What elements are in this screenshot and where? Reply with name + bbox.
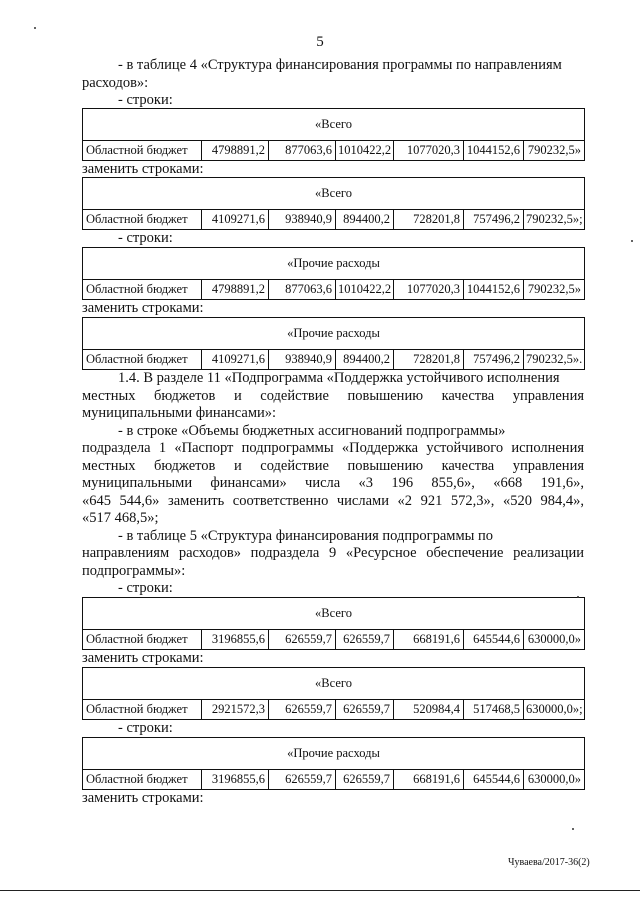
table-header-row — [83, 738, 585, 770]
value-cell: 894400,2 — [336, 350, 394, 370]
footer-code: Чуваева/2017-36(2) — [508, 857, 590, 868]
budget-table — [82, 737, 585, 790]
table-header-row — [83, 318, 585, 350]
table-header-row — [83, 598, 585, 630]
row-label-cell: Областной бюджет — [83, 700, 202, 720]
row-label-cell: Областной бюджет — [83, 141, 202, 161]
intro-line: - в таблице 4 «Структура финансирования программы по направлениям — [118, 57, 562, 73]
table-row — [83, 770, 585, 790]
table-header-row — [83, 178, 585, 210]
value-cell: 938940,9 — [269, 210, 336, 230]
value-cell: 630000,0»; — [524, 700, 585, 720]
value-cell: 757496,2 — [464, 210, 524, 230]
value-cell: 630000,0» — [524, 770, 585, 790]
value-cell: 728201,8 — [394, 210, 464, 230]
table-row — [83, 280, 585, 300]
value-cell: 2921572,3 — [202, 700, 269, 720]
section-line: подпрограммы»: — [82, 563, 186, 579]
section-line: - в строке «Объемы бюджетных ассигнований подпрограммы» — [118, 423, 506, 439]
value-cell: 790232,5»; — [524, 210, 585, 230]
budget-table — [82, 597, 585, 650]
budget-table — [82, 247, 585, 300]
value-cell: 520984,4 — [394, 700, 464, 720]
value-cell: 1044152,6 — [464, 280, 524, 300]
value-cell: 668191,6 — [394, 770, 464, 790]
table-header-row — [83, 248, 585, 280]
table-header-cell: «Всего — [83, 598, 585, 630]
section-line: муниципальными финансами» числа «3 196 855,6», «668 191,6», — [82, 475, 584, 491]
value-cell: 4109271,6 — [202, 350, 269, 370]
value-cell: 630000,0» — [524, 630, 585, 650]
value-cell: 668191,6 — [394, 630, 464, 650]
section-line: муниципальными финансами»: — [82, 405, 277, 421]
replace-label: заменить строками: — [82, 300, 204, 316]
value-cell: 1077020,3 — [394, 280, 464, 300]
section-line: направлениям расходов» подраздела 9 «Ресурсное обеспечение реализации — [82, 545, 584, 561]
value-cell: 790232,5». — [524, 350, 585, 370]
value-cell: 877063,6 — [269, 280, 336, 300]
scan-speck — [631, 240, 633, 242]
table-header-cell: «Всего — [83, 668, 585, 700]
rows-label: - строки: — [118, 92, 173, 108]
value-cell: 728201,8 — [394, 350, 464, 370]
section-line: местных бюджетов и содействие повышению качества управления — [82, 388, 584, 404]
budget-table — [82, 317, 585, 370]
section-line: - в таблице 5 «Структура финансирования подпрограммы по — [118, 528, 493, 544]
table-row — [83, 210, 585, 230]
table-header-row — [83, 668, 585, 700]
value-cell: 1077020,3 — [394, 141, 464, 161]
table-header-cell: «Прочие расходы — [83, 738, 585, 770]
section-line: «517 468,5»; — [82, 510, 159, 526]
value-cell: 626559,7 — [336, 700, 394, 720]
value-cell: 626559,7 — [336, 630, 394, 650]
section-line: местных бюджетов и содействие повышению качества управления — [82, 458, 584, 474]
value-cell: 517468,5 — [464, 700, 524, 720]
value-cell: 626559,7 — [336, 770, 394, 790]
section-line: «645 544,6» заменить соответственно числами «2 921 572,3», «520 984,4», — [82, 493, 584, 509]
table-header-cell: «Прочие расходы — [83, 318, 585, 350]
row-label-cell: Областной бюджет — [83, 280, 202, 300]
value-cell: 626559,7 — [269, 770, 336, 790]
value-cell: 790232,5» — [524, 141, 585, 161]
replace-label: заменить строками: — [82, 161, 204, 177]
intro-line: расходов»: — [82, 75, 149, 91]
row-label-cell: Областной бюджет — [83, 630, 202, 650]
value-cell: 1044152,6 — [464, 141, 524, 161]
value-cell: 3196855,6 — [202, 770, 269, 790]
table-header-cell: «Всего — [83, 178, 585, 210]
table-header-row — [83, 109, 585, 141]
value-cell: 894400,2 — [336, 210, 394, 230]
budget-table — [82, 177, 585, 230]
value-cell: 645544,6 — [464, 630, 524, 650]
row-label-cell: Областной бюджет — [83, 210, 202, 230]
section-line: подраздела 1 «Паспорт подпрограммы «Поддержка устойчивого исполнения — [82, 440, 584, 456]
value-cell: 4109271,6 — [202, 210, 269, 230]
scan-speck — [34, 27, 36, 29]
value-cell: 877063,6 — [269, 141, 336, 161]
table-header-cell: «Всего — [83, 109, 585, 141]
budget-table — [82, 667, 585, 720]
replace-label: заменить строками: — [82, 650, 204, 666]
value-cell: 938940,9 — [269, 350, 336, 370]
table-row — [83, 700, 585, 720]
value-cell: 3196855,6 — [202, 630, 269, 650]
value-cell: 626559,7 — [269, 700, 336, 720]
value-cell: 4798891,2 — [202, 280, 269, 300]
table-row — [83, 350, 585, 370]
rows-label: - строки: — [118, 720, 173, 736]
value-cell: 790232,5» — [524, 280, 585, 300]
table-header-cell: «Прочие расходы — [83, 248, 585, 280]
budget-table — [82, 108, 585, 161]
replace-label: заменить строками: — [82, 790, 204, 806]
value-cell: 1010422,2 — [336, 280, 394, 300]
bottom-divider — [0, 890, 640, 891]
table-row — [83, 630, 585, 650]
scan-speck — [572, 828, 574, 830]
value-cell: 4798891,2 — [202, 141, 269, 161]
value-cell: 626559,7 — [269, 630, 336, 650]
row-label-cell: Областной бюджет — [83, 350, 202, 370]
page-number: 5 — [316, 34, 324, 50]
rows-label: - строки: — [118, 230, 173, 246]
rows-label: - строки: — [118, 580, 173, 596]
table-row — [83, 141, 585, 161]
value-cell: 1010422,2 — [336, 141, 394, 161]
scan-speck — [577, 596, 579, 598]
row-label-cell: Областной бюджет — [83, 770, 202, 790]
value-cell: 757496,2 — [464, 350, 524, 370]
value-cell: 645544,6 — [464, 770, 524, 790]
section-line: 1.4. В разделе 11 «Подпрограмма «Поддержка устойчивого исполнения — [118, 370, 560, 386]
